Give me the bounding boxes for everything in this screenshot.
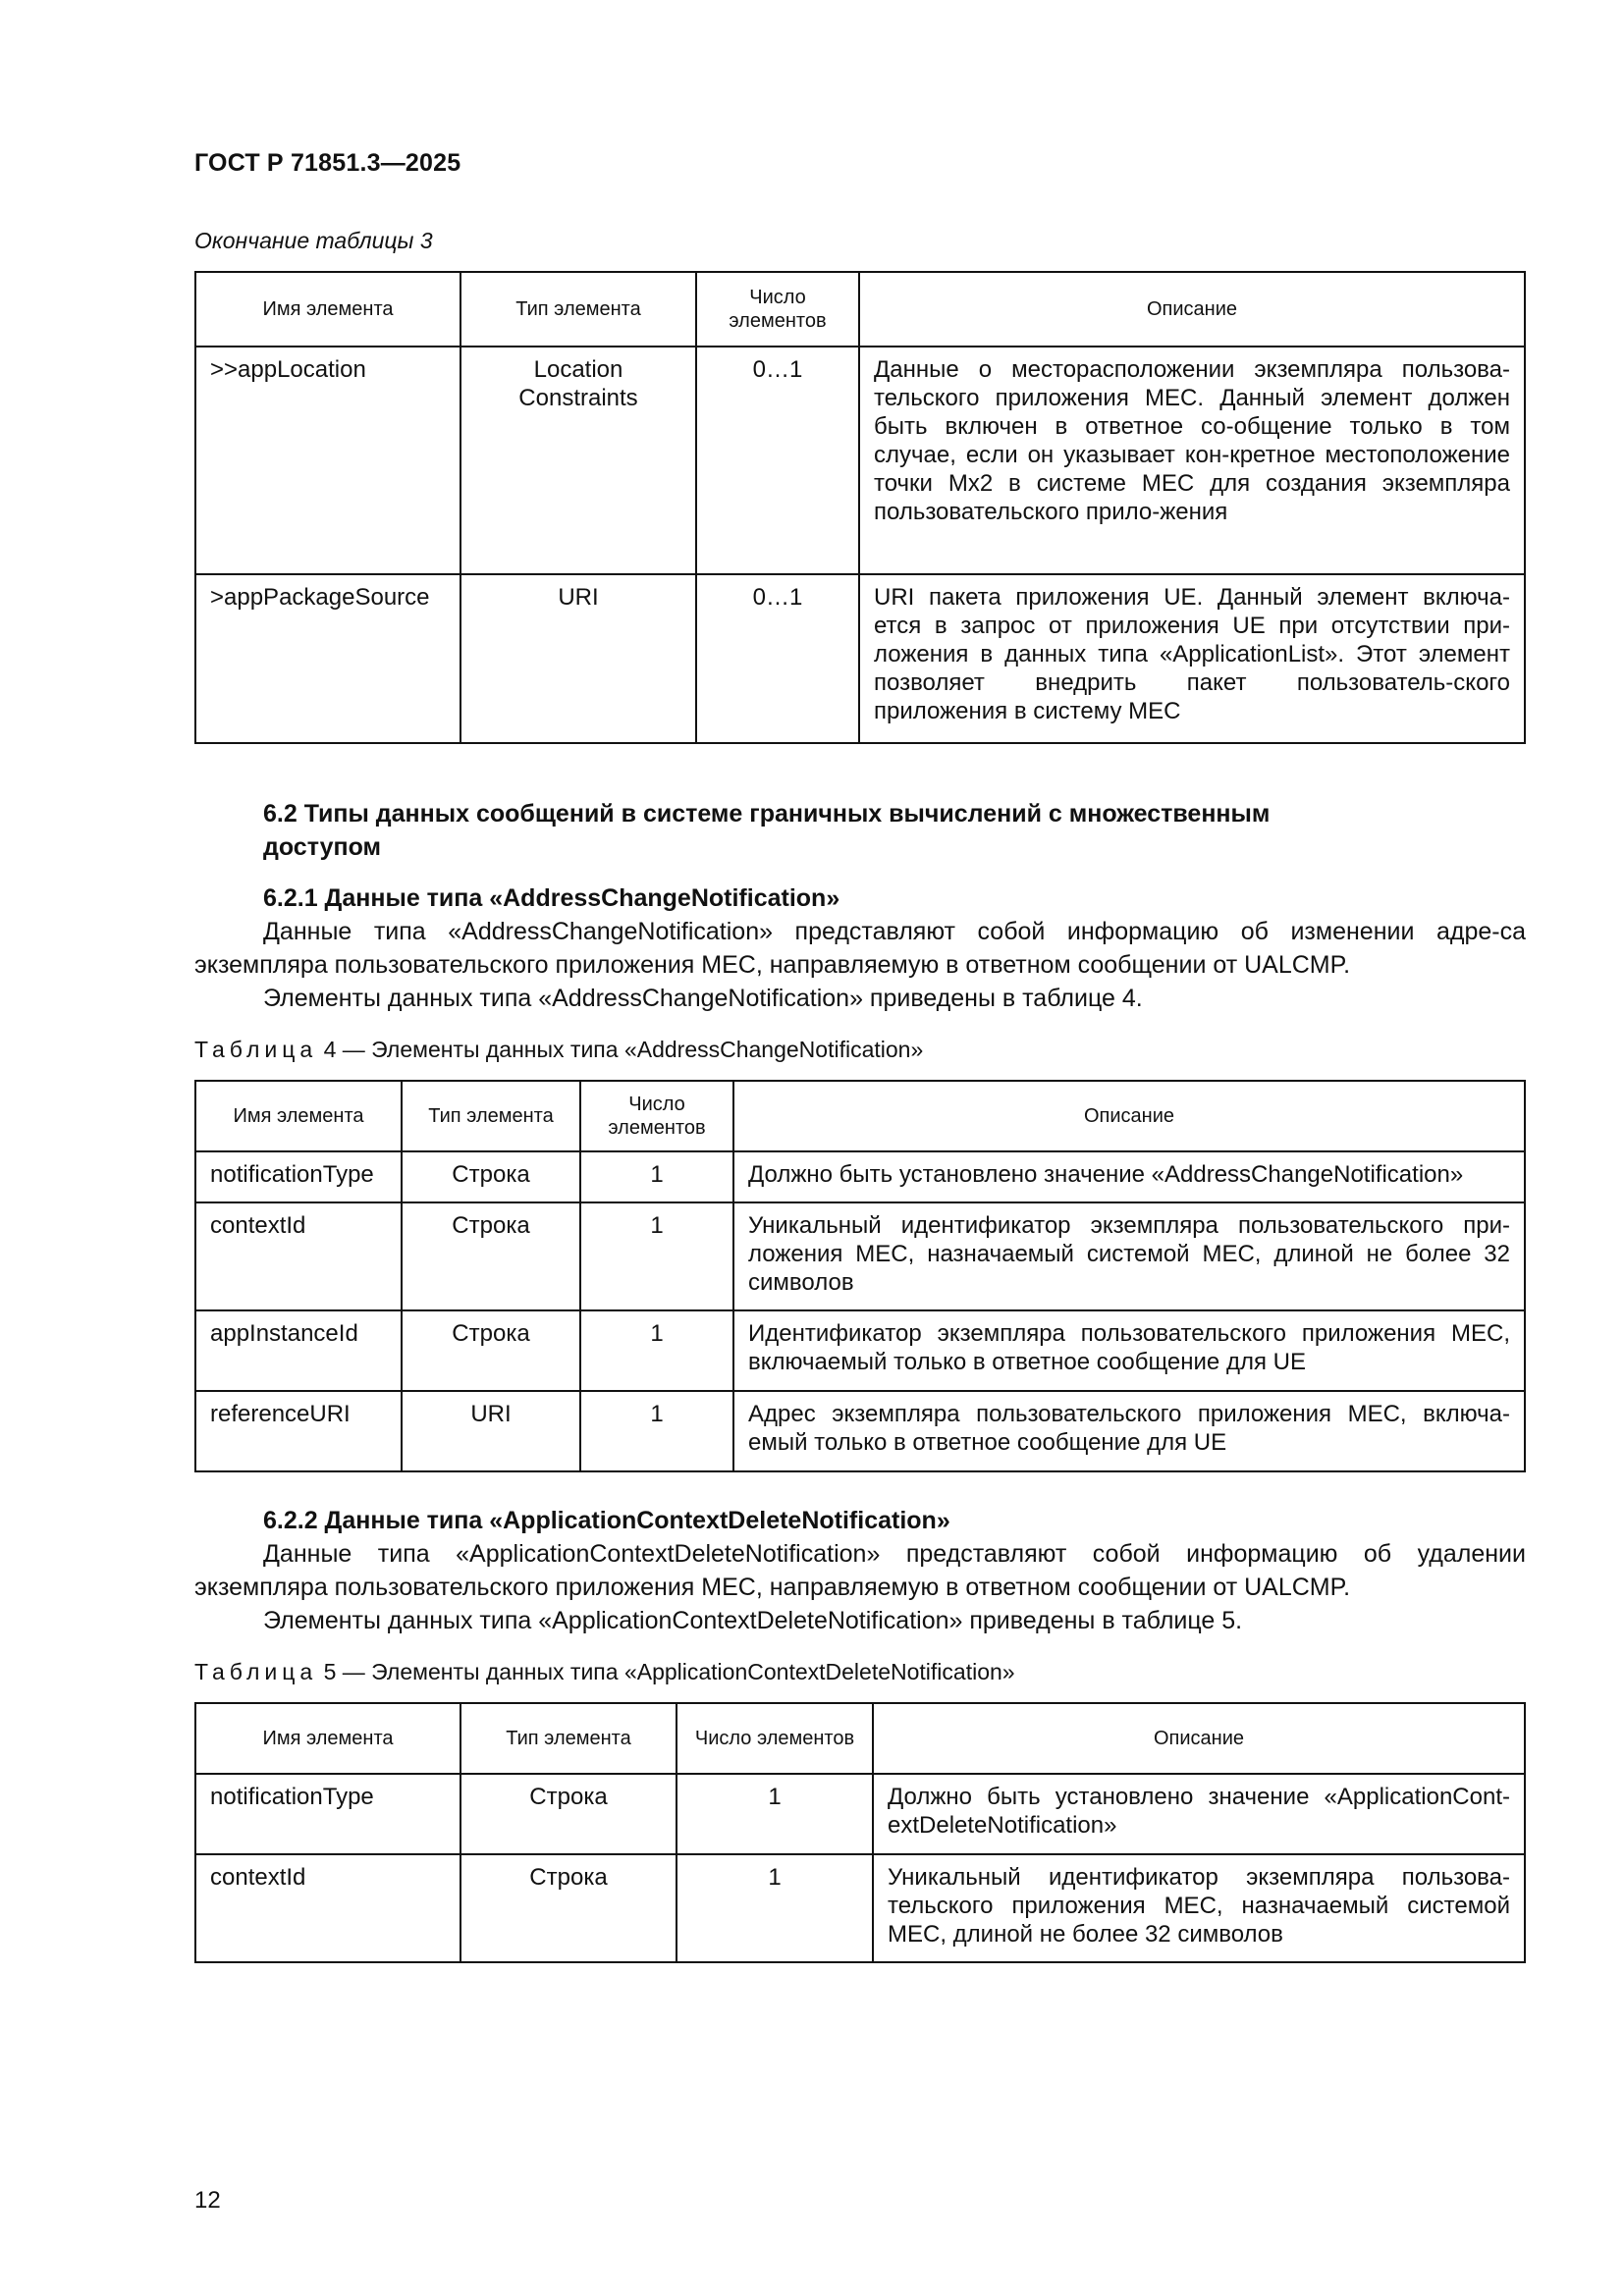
- cell-name: notificationType: [195, 1774, 460, 1854]
- cell-count: 1: [580, 1202, 733, 1310]
- cell-name: referenceURI: [195, 1391, 402, 1471]
- column-header: Число элементов: [677, 1703, 873, 1774]
- cell-type: URI: [402, 1391, 580, 1471]
- table5-caption: [194, 1659, 1015, 1685]
- table4-caption-word: Таблица: [194, 1037, 318, 1062]
- table-row: [195, 1310, 1525, 1391]
- section-6-2-title-line1: 6.2 Типы данных сообщений в системе граничных вычислений с множественным: [263, 800, 1271, 828]
- cell-name: >appPackageSource: [195, 574, 460, 743]
- cell-count: 1: [677, 1854, 873, 1962]
- table-header-row: [195, 272, 1525, 347]
- cell-count: 0…1: [696, 574, 859, 743]
- table4-caption: [194, 1037, 923, 1063]
- column-header: Имя элемента: [195, 1081, 402, 1151]
- paragraph-text: Данные типа «ApplicationContextDeleteNotification» представляют собой информацию об удалении экземпляра пользовательского приложения MEC, направляемую в ответном сообщении от UALCMP.: [194, 1540, 1526, 1601]
- table-row: [195, 1151, 1525, 1202]
- table-row: [195, 574, 1525, 743]
- cell-name: contextId: [195, 1202, 402, 1310]
- cell-type: Строка: [460, 1774, 677, 1854]
- cell-description: Идентификатор экземпляра пользовательского приложения MEC, включаемый только в ответное сообщение для UE: [733, 1310, 1525, 1391]
- paragraph-text: Элементы данных типа «AddressChangeNotification» приведены в таблице 4.: [263, 985, 1143, 1012]
- section-6-2-1-paragraph-2: [194, 982, 1526, 1015]
- section-6-2-title: [263, 797, 1530, 864]
- cell-type: Location Constraints: [460, 347, 696, 574]
- cell-description: Должно быть установлено значение «AddressChangeNotification»: [733, 1151, 1525, 1202]
- paragraph-text: Элементы данных типа «ApplicationContextDeleteNotification» приведены в таблице 5.: [263, 1607, 1243, 1634]
- table-header-row: [195, 1081, 1525, 1151]
- cell-type: Строка: [402, 1202, 580, 1310]
- section-6-2-2-paragraph-1: [194, 1537, 1526, 1604]
- column-header: Тип элемента: [460, 272, 696, 347]
- cell-name: notificationType: [195, 1151, 402, 1202]
- cell-count: 1: [580, 1391, 733, 1471]
- table-row: [195, 1774, 1525, 1854]
- cell-type: Строка: [460, 1854, 677, 1962]
- cell-description: Должно быть установлено значение «ApplicationCont-extDeleteNotification»: [873, 1774, 1525, 1854]
- section-6-2-title-line2: доступом: [263, 833, 382, 861]
- cell-name: >>appLocation: [195, 347, 460, 574]
- paragraph-text: Данные типа «AddressChangeNotification» представляют собой информацию об изменении адре-са экземпляра пользовательского приложения MEC, направляемую в ответном сообщении от UALCMP.: [194, 918, 1526, 979]
- section-6-2-1-title: 6.2.1 Данные типа «AddressChangeNotification»: [263, 884, 840, 912]
- table5-caption-word: Таблица: [194, 1659, 318, 1684]
- table4: [194, 1080, 1526, 1472]
- table3-continuation-caption: Окончание таблицы 3: [194, 228, 433, 253]
- table4-caption-text: 4 — Элементы данных типа «AddressChangeNotification»: [323, 1037, 924, 1062]
- section-6-2-2-paragraph-2: [194, 1604, 1526, 1637]
- column-header: Описание: [859, 272, 1525, 347]
- table5: [194, 1702, 1526, 1963]
- cell-type: Строка: [402, 1151, 580, 1202]
- cell-name: contextId: [195, 1854, 460, 1962]
- cell-type: Строка: [402, 1310, 580, 1391]
- table3: [194, 271, 1526, 744]
- standard-header: ГОСТ Р 71851.3—2025: [194, 149, 461, 177]
- table-row: [195, 1202, 1525, 1310]
- column-header: Описание: [733, 1081, 1525, 1151]
- cell-count: 1: [580, 1310, 733, 1391]
- cell-description: Уникальный идентификатор экземпляра пользова-тельского приложения MEC, назначаемый системой MEC, длиной не более 32 символов: [873, 1854, 1525, 1962]
- column-header: Имя элемента: [195, 272, 460, 347]
- table-row: [195, 1391, 1525, 1471]
- table5-caption-text: 5 — Элементы данных типа «ApplicationContextDeleteNotification»: [323, 1659, 1015, 1684]
- cell-count: 0…1: [696, 347, 859, 574]
- cell-name: appInstanceId: [195, 1310, 402, 1391]
- table-row: [195, 1854, 1525, 1962]
- column-header: Тип элемента: [460, 1703, 677, 1774]
- section-6-2-1-paragraph-1: [194, 915, 1526, 982]
- column-header: Тип элемента: [402, 1081, 580, 1151]
- column-header: Описание: [873, 1703, 1525, 1774]
- column-header: Число элементов: [696, 272, 859, 347]
- table-header-row: [195, 1703, 1525, 1774]
- column-header: Имя элемента: [195, 1703, 460, 1774]
- table-row: [195, 347, 1525, 574]
- cell-count: 1: [580, 1151, 733, 1202]
- page-number: 12: [194, 2187, 221, 2214]
- cell-description: Данные о месторасположении экземпляра пользова-тельского приложения MEC. Данный элемент должен быть включен в ответное со-общение только в том случае, если он указывает кон-кретное местоположение точки Mx2 в системе MEC для создания экземпляра пользовательского прило-жения: [859, 347, 1525, 574]
- cell-type: URI: [460, 574, 696, 743]
- column-header: Число элементов: [580, 1081, 733, 1151]
- cell-description: Адрес экземпляра пользовательского приложения MEC, включа-емый только в ответное сообщение для UE: [733, 1391, 1525, 1471]
- cell-description: URI пакета приложения UE. Данный элемент включа-ется в запрос от приложения UE при отсутствии при-ложения в данных типа «ApplicationList». Этот элемент позволяет внедрить пакет пользователь-ского приложения в систему MEC: [859, 574, 1525, 743]
- section-6-2-2-title: 6.2.2 Данные типа «ApplicationContextDeleteNotification»: [263, 1507, 950, 1534]
- cell-description: Уникальный идентификатор экземпляра пользовательского при-ложения MEC, назначаемый системой MEC, длиной не более 32 символов: [733, 1202, 1525, 1310]
- cell-count: 1: [677, 1774, 873, 1854]
